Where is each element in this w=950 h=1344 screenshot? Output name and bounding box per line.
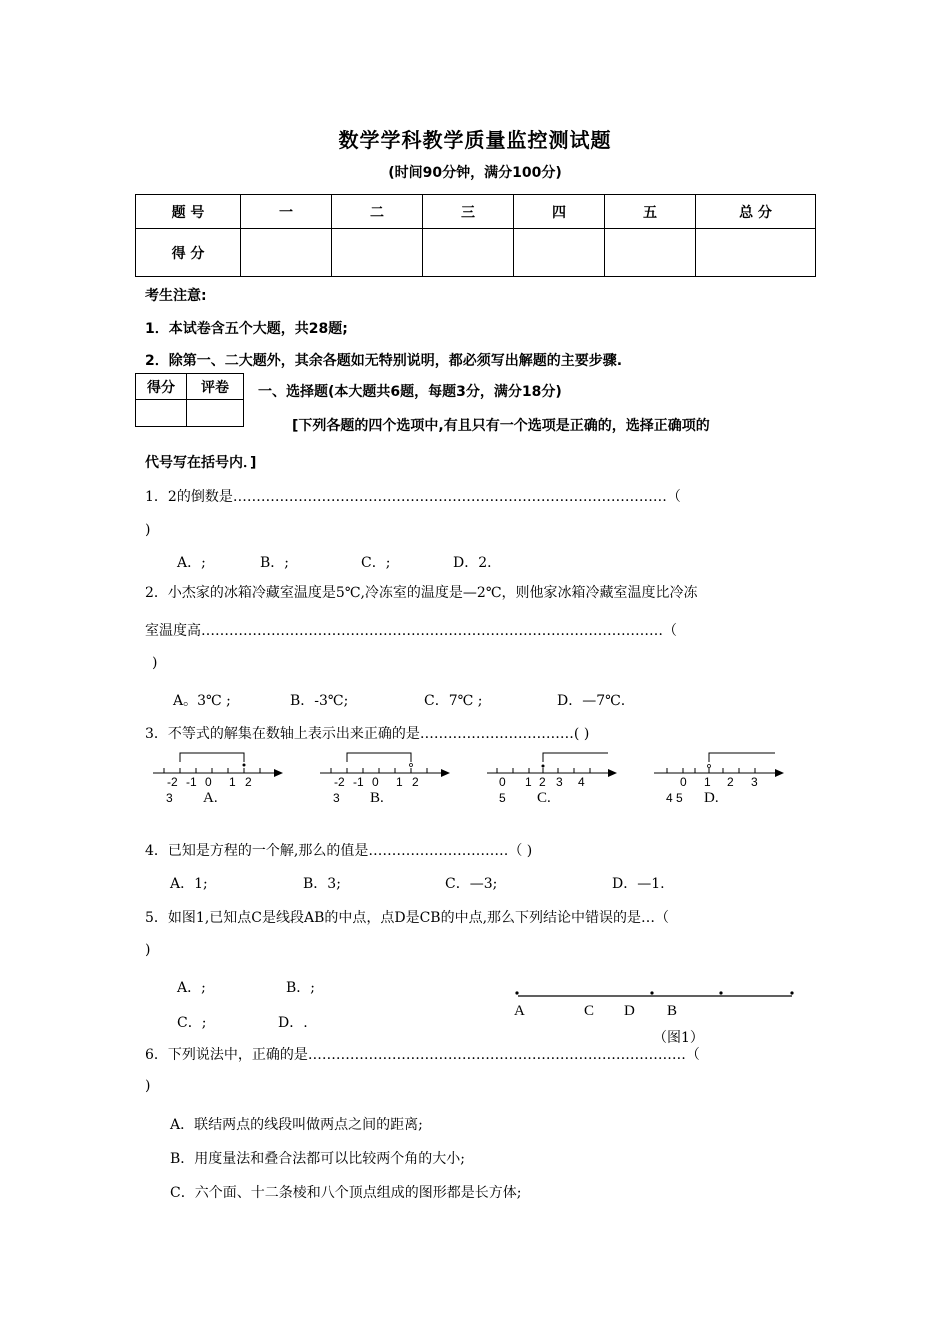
score-cell (514, 229, 605, 277)
option: D．—1. (612, 876, 665, 892)
tick-label: -2 (167, 775, 178, 789)
option: C．六个面、十二条棱和八个顶点组成的图形都是长方体; (170, 1185, 522, 1201)
tick-label: 0 (205, 775, 212, 789)
option-label: C. (537, 790, 551, 806)
point-label: A (514, 1003, 525, 1019)
option: C．; (361, 555, 391, 571)
option-label: A. (203, 790, 218, 806)
page-title: 数学学科教学质量监控测试题 (338, 128, 612, 152)
option: D．—7℃. (557, 693, 626, 709)
option: C．; (177, 1015, 207, 1031)
tick-label: 0 (372, 775, 379, 789)
number-line-a[interactable] (150, 748, 290, 808)
tick-label: 3 (166, 791, 173, 805)
section-heading: 一、选择题(本大题共6题，每题3分，满分18分) (258, 384, 562, 400)
grader-review-cell (187, 400, 244, 427)
option-label: D. (704, 790, 719, 806)
number-line-d[interactable] (651, 748, 791, 808)
grader-score-cell (136, 400, 187, 427)
tick-label: 2 (412, 775, 419, 789)
option: B．3; (303, 876, 341, 892)
option: A。3℃ ; (173, 693, 231, 709)
score-cell (605, 229, 696, 277)
tick-label: 2 (245, 775, 252, 789)
tick-label: 4 (578, 775, 585, 789)
option: A．; (177, 980, 206, 996)
number-line-c[interactable] (484, 748, 624, 808)
tick-label: 3 (333, 791, 340, 805)
segment-graphic (510, 985, 805, 1015)
score-cell (423, 229, 514, 277)
question-stem: 4．已知是方程的一个解,那么的值是…………………………（ ) (145, 843, 533, 859)
notice-item: 2．除第一、二大题外，其余各题如无特别说明，都必须写出解题的主要步骤. (145, 353, 623, 369)
grader-score-label: 得分 (136, 374, 187, 400)
option: B．用度量法和叠合法都可以比较两个角的大小; (170, 1151, 466, 1167)
tick-label: 2 (539, 775, 546, 789)
option: A．; (177, 555, 206, 571)
tick-label: 3 (751, 775, 758, 789)
number-line-b[interactable] (317, 748, 457, 808)
option: D．2． (453, 555, 502, 571)
option: B．; (260, 555, 290, 571)
option: C．—3; (445, 876, 498, 892)
option: D．. (278, 1015, 308, 1031)
tick-label: -1 (186, 775, 197, 789)
tick-label: 0 (499, 775, 506, 789)
grader-review-label: 评卷 (187, 374, 244, 400)
score-table (135, 194, 816, 277)
tick-label: -1 (353, 775, 364, 789)
option: C．7℃ ; (424, 693, 483, 709)
option: B．-3℃; (290, 693, 349, 709)
question-paren-close: ) (145, 1078, 151, 1094)
tick-label: 3 (556, 775, 563, 789)
notice-item: 1．本试卷含五个大题，共28题; (145, 321, 348, 337)
notice-heading: 考生注意: (145, 288, 207, 304)
score-header-cell: 一 (241, 195, 332, 229)
tick-label: 1 (704, 775, 711, 789)
point-label: C (584, 1003, 595, 1019)
option: A．1; (170, 876, 208, 892)
option: A．联结两点的线段叫做两点之间的距离; (170, 1117, 423, 1133)
question-paren-close: ) (145, 942, 151, 958)
score-header-cell: 题 号 (136, 195, 241, 229)
option: B．; (286, 980, 316, 996)
tick-label: 1 (229, 775, 236, 789)
section-instruction: 代号写在括号内．] (145, 455, 257, 471)
question-stem: 1．2的倒数是…………………………………………………………………………………（ (145, 489, 681, 505)
score-cell (696, 229, 816, 277)
question-stem: 室温度高………………………………………………………………………………………（ (145, 623, 677, 639)
option-label: B. (370, 790, 384, 806)
score-cell (332, 229, 423, 277)
tick-label: 1 (396, 775, 403, 789)
score-header-cell: 二 (332, 195, 423, 229)
tick-label: 4 5 (666, 791, 683, 805)
question-stem: 5．如图1,已知点C是线段AB的中点，点D是CB的中点,那么下列结论中错误的是…（ (145, 910, 670, 926)
question-stem: 6．下列说法中，正确的是………………………………………………………………………（ (145, 1047, 700, 1063)
figure-1 (510, 985, 805, 1045)
score-header-cell: 四 (514, 195, 605, 229)
question-stem: 3．不等式的解集在数轴上表示出来正确的是……………………………( ) (145, 726, 590, 742)
question-paren-close: ) (145, 522, 151, 538)
tick-label: 5 (499, 791, 506, 805)
score-row-label: 得 分 (136, 229, 241, 277)
point-label: B (667, 1003, 678, 1019)
section-instruction: [下列各题的四个选项中,有且只有一个选项是正确的，选择正确项的 (292, 418, 710, 434)
question-stem: 2．小杰家的冰箱冷藏室温度是5℃,冷冻室的温度是—2℃，则他家冰箱冷藏室温度比冷冻 (145, 585, 698, 601)
tick-label: 2 (727, 775, 734, 789)
tick-label: 1 (525, 775, 532, 789)
tick-label: 0 (680, 775, 687, 789)
exam-duration: (时间90分钟，满分100分) (388, 165, 562, 181)
figure-caption: （图1） (653, 1030, 704, 1046)
score-header-cell: 三 (423, 195, 514, 229)
score-cell (241, 229, 332, 277)
score-header-cell: 五 (605, 195, 696, 229)
tick-label: -2 (334, 775, 345, 789)
score-header-cell: 总 分 (696, 195, 816, 229)
grader-box (135, 373, 244, 427)
point-label: D (624, 1003, 635, 1019)
question-paren-close: ) (152, 655, 158, 671)
